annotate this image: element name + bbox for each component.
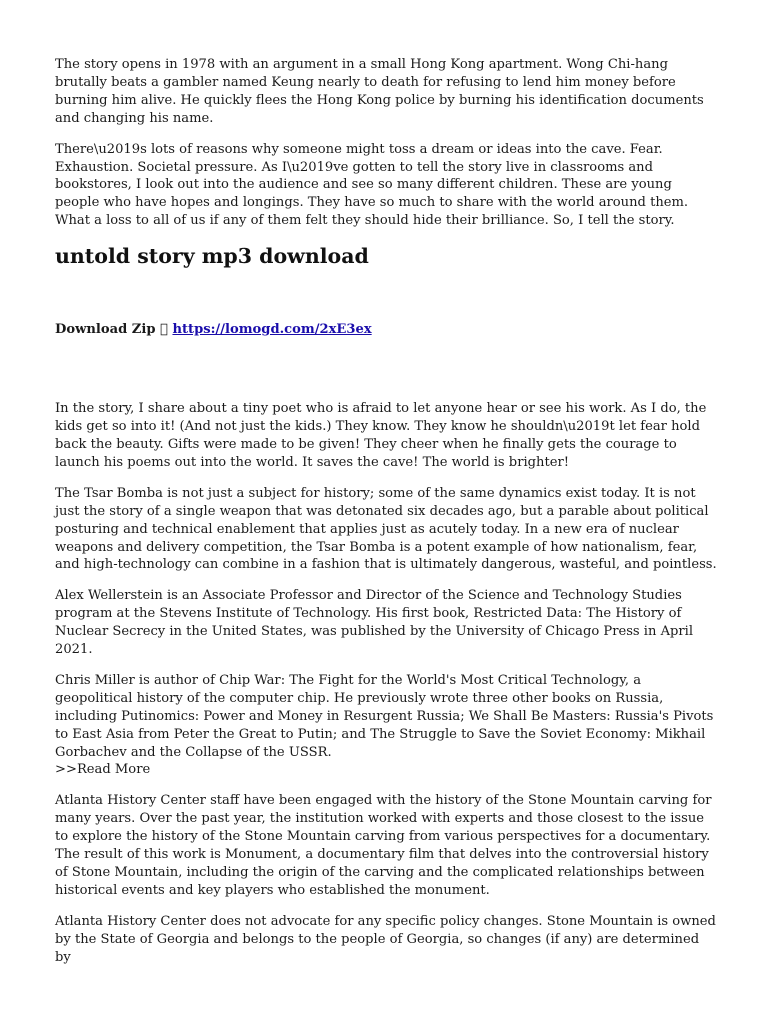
document-page	[55, 56, 717, 980]
read-more-link[interactable]: >>Read More	[55, 762, 151, 778]
paragraph-atlanta-history-staff: Atlanta History Center staff have been engaged with the history of the Stone Mountain carving for many years. Over the past year, the institution worked with experts and those closest to the issue to explore the history of the Stone Mountain carving from various perspectives for a documentary. The result of this work is Monument, a documentary film that delves into the controversial history of Stone Mountain, including the origin of the carving and the complicated relationships between historical events and key players who established the monument.	[55, 793, 712, 898]
spacer	[55, 339, 717, 400]
chris-miller-text: Chris Miller is author of Chip War: The Fight for the World's Most Critical Technology, a geopolitical history of the computer chip. He previously wrote three other books on Russia, including Putinomics: Power and Money in Resurgent Russia; We Shall Be Masters: Russia's Pivots to East Asia from Peter the Great to Putin; and The Struggle to Save the Soviet Economy: Mikhail Gorbachev and the Collapse of the USSR.	[55, 672, 714, 760]
paragraph-story-opening: The story opens in 1978 with an argument in a small Hong Kong apartment. Wong Chi-hang brutally beats a gambler named Keung nearly to death for refusing to lend him money before burning him alive. He quickly flees the Hong Kong police by burning his identification documents and changing his name.	[55, 57, 704, 126]
paragraph-chris-miller	[55, 672, 717, 779]
section-heading: untold story mp3 download	[55, 244, 369, 269]
paragraph-atlanta-history-policy: Atlanta History Center does not advocate for any specific policy changes. Stone Mountain is owned by the State of Georgia and belongs to the people of Georgia, so changes (if any) are determined by	[55, 913, 716, 965]
paragraph-tsar-bomba: The Tsar Bomba is not just a subject for history; some of the same dynamics exist today. It is not just the story of a single weapon that was detonated six decades ago, but a parable about political posturing and technical enablement that applies just as acutely today. In a new era of nuclear weapons and delivery competition, the Tsar Bomba is a potent example of how nationalism, fear, and high-technology can combine in a fashion that is ultimately dangerous, wasteful, and pointless.	[55, 485, 717, 573]
paragraph-alex-wellerstein: Alex Wellerstein is an Associate Professor and Director of the Science and Technology Studies program at the Stevens Institute of Technology. His first book, Restricted Data: The History of Nuclear Secrecy in the United States, was published by the University of Chicago Press in April 2021.	[55, 588, 694, 658]
paragraph-tiny-poet: In the story, I share about a tiny poet who is afraid to let anyone hear or see his work. As I do, the kids get so into it! (And not just the kids.) They know. They know he shouldn\u2019t let fear hold back the beauty. Gifts were made to be given! They cheer when he finally gets the courage to launch his poems out into the world. It saves the cave! The world is brighter!	[55, 401, 707, 470]
paragraph-cave-reasons: There\u2019s lots of reasons why someone might toss a dream or ideas into the cave. Fear. Exhaustion. Societal pressure. As I\u2019ve gotten to tell the story live in classrooms and bookstores, I look out into the audience and see so many different children. These are young people who have hopes and longings. They have so much to share with the world around them. What a loss to all of us if any of them felt they should hide their brilliance. So, I tell the story.	[55, 141, 689, 229]
download-link[interactable]: https://lomogd.com/2xE3ex	[160, 322, 360, 338]
download-line	[55, 321, 717, 339]
download-label: Download Zip	[55, 322, 161, 338]
